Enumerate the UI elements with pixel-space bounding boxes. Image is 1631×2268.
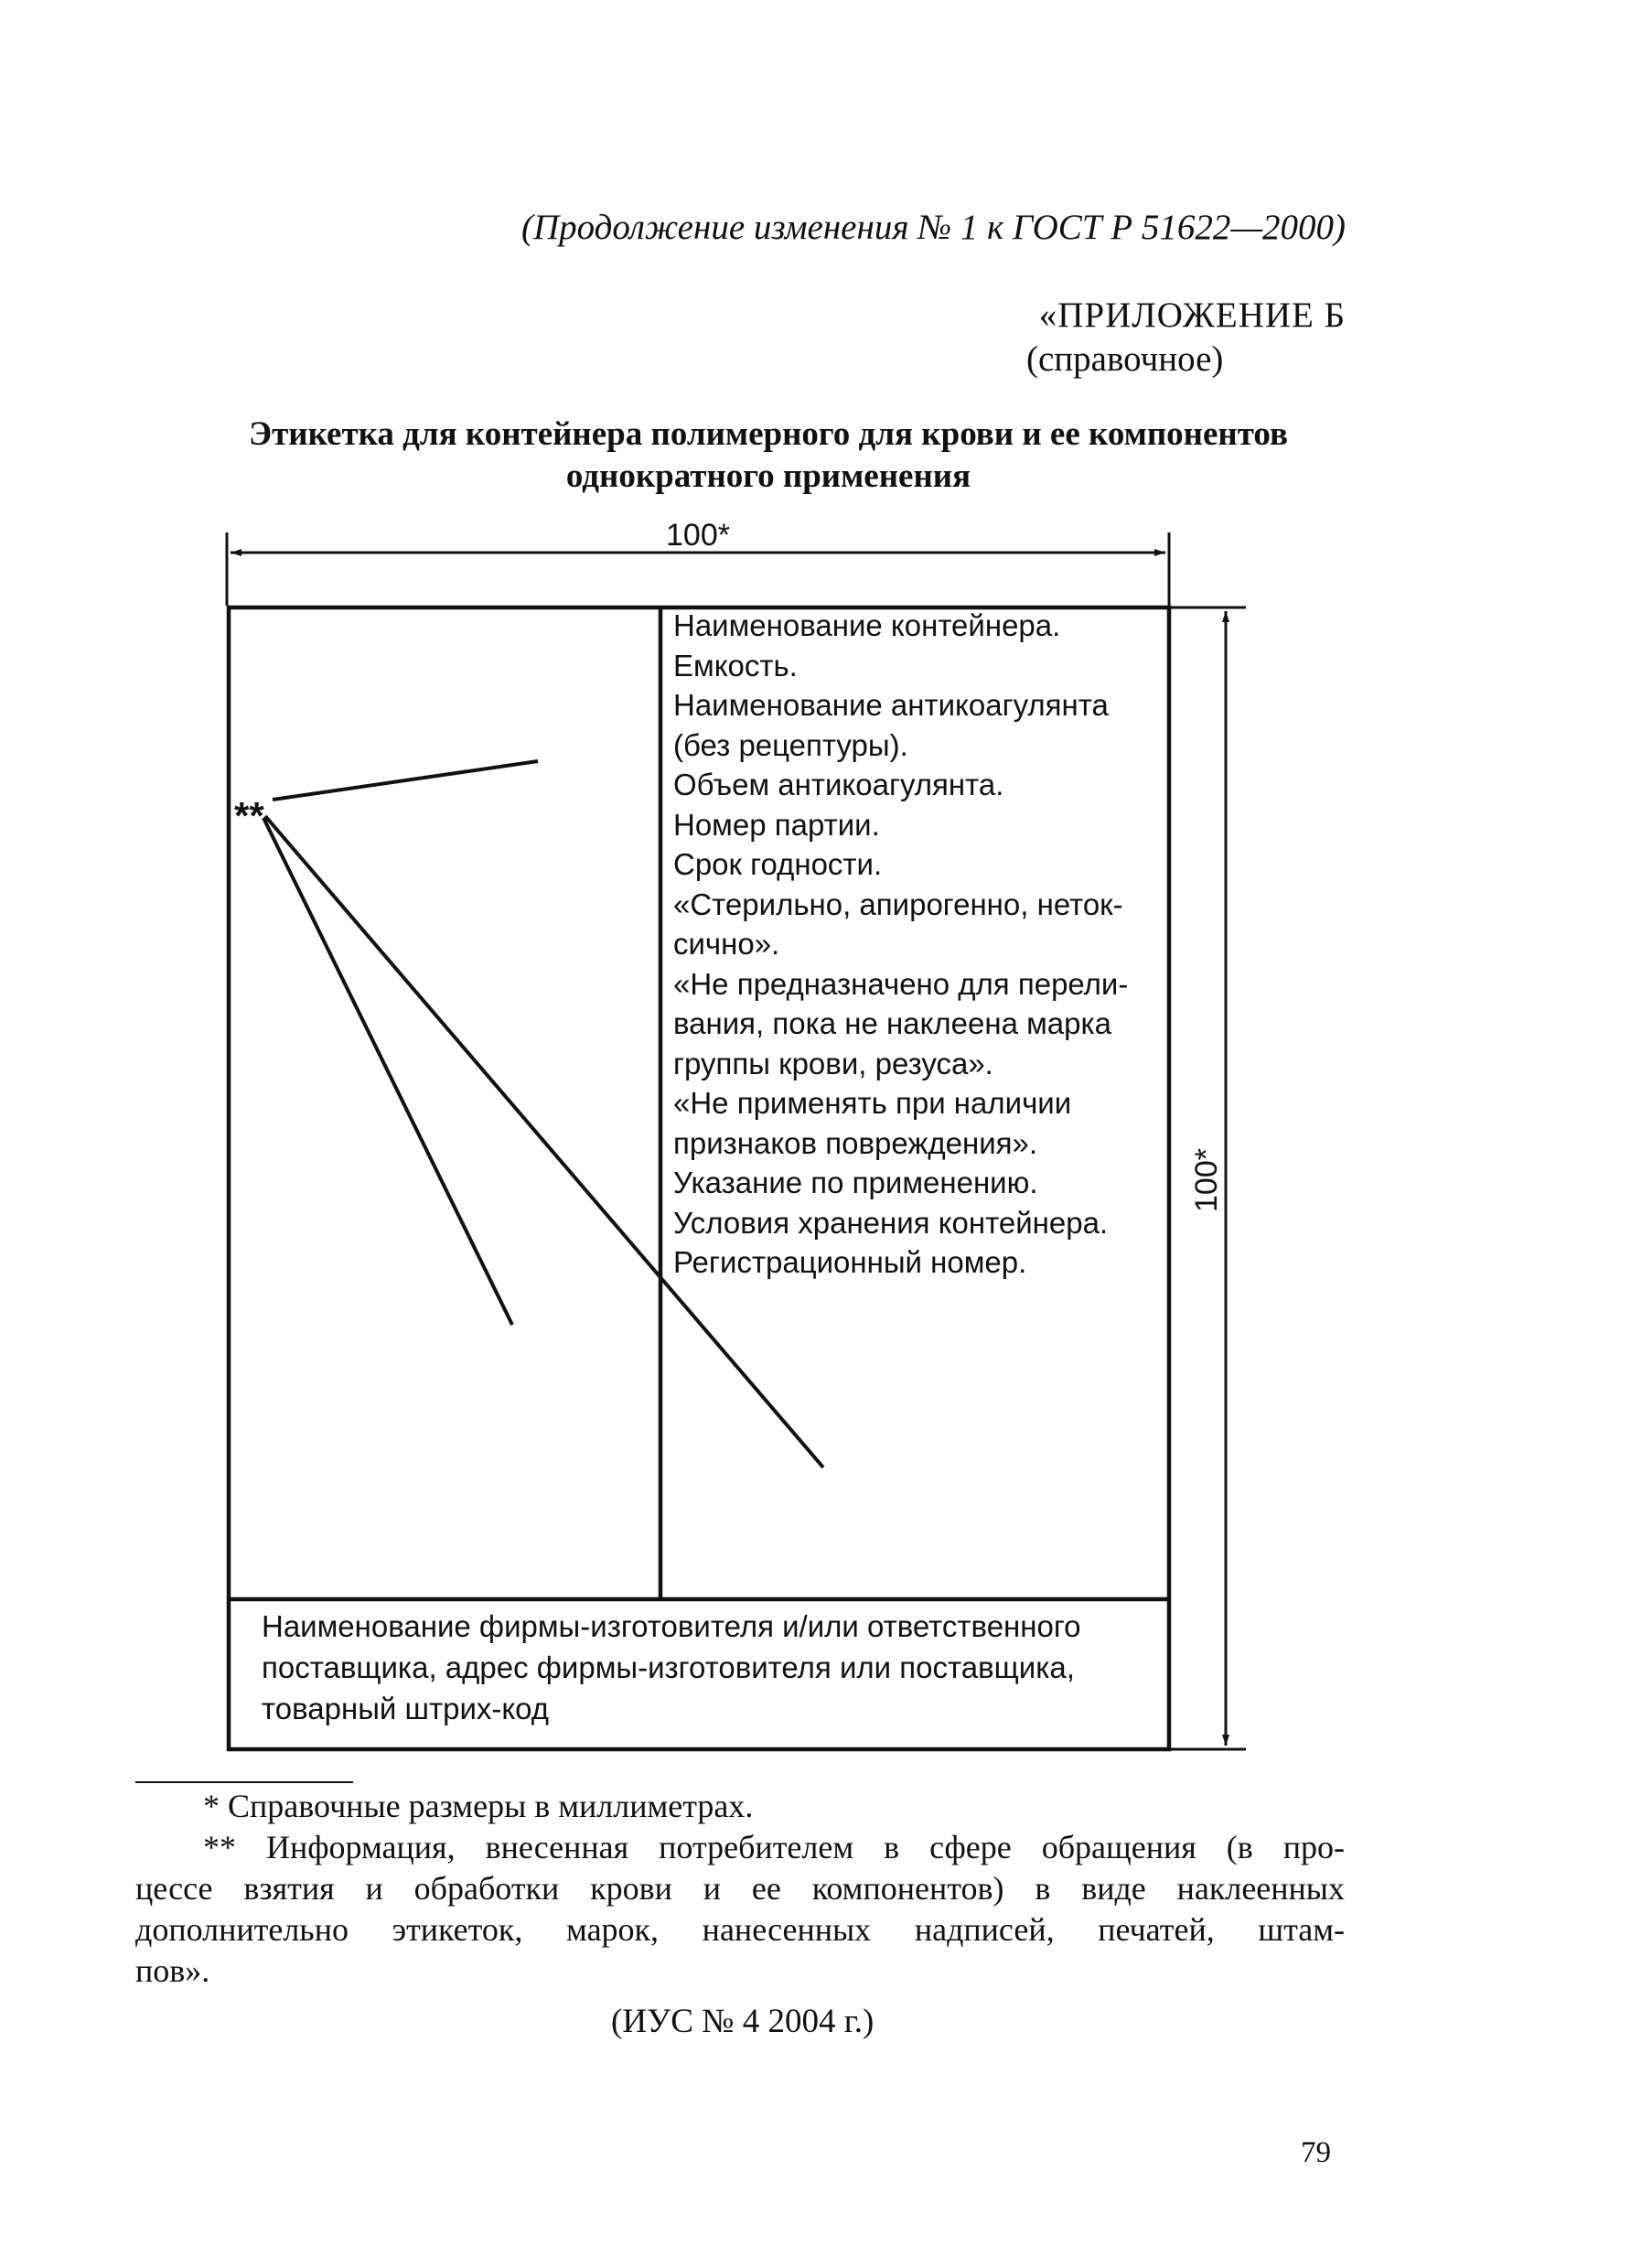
source-note: (ИУС № 4 2004 г.) (611, 2003, 875, 2040)
footnote-separator (135, 1781, 353, 1783)
label-footer-line: Наименование фирмы-изготовителя и/или ответственного (262, 1609, 1081, 1643)
figure-title-line-2: однократного применения (565, 457, 971, 495)
label-info-line: вания, пока не наклеена марка (673, 1006, 1112, 1040)
label-footer-line: товарный штрих-код (262, 1692, 550, 1725)
height-dimension-label: 100* (1189, 1148, 1224, 1212)
label-info-line: Наименование антикоагулянта (673, 688, 1109, 722)
label-info-line: Номер партии. (673, 807, 880, 842)
label-info-line: «Не применять при наличии (673, 1086, 1072, 1120)
footnote-2 (135, 1827, 1345, 1992)
label-info-line: признаков повреждения». (673, 1125, 1038, 1160)
label-info-line: Емкость. (673, 648, 798, 683)
figure-title-line-1: Этикетка для контейнера полимерного для крови и ее компонентов (249, 415, 1288, 453)
label-info-list (673, 606, 1128, 1283)
leader-line-upper (273, 761, 538, 800)
page-number: 79 (1301, 2136, 1331, 2169)
label-info-line: «Не предназначено для перели- (673, 966, 1129, 1001)
footnote-1: * Справочные размеры в миллиметрах. (203, 1788, 754, 1824)
consumer-area-marker: ** (234, 794, 264, 837)
footnote-2-line: ** Информация, внесенная потребителем в сфере обращения (в про- (203, 1829, 1345, 1865)
label-info-line: Регистрационный номер. (673, 1245, 1027, 1279)
label-footer-line: поставщика, адрес фирмы-изготовителя или поставщика, (262, 1650, 1075, 1684)
footnote-2-line: цессе взятия и обработки крови и ее компонентов) в виде наклеенных (135, 1870, 1345, 1907)
leader-line-middle (263, 818, 512, 1325)
width-dimension-label: 100* (666, 518, 730, 553)
footnote-2-line: дополнительно этикеток, марок, нанесенных надписей, печатей, штам- (135, 1911, 1345, 1948)
label-info-line: Объем антикоагулянта. (673, 768, 1004, 801)
label-info-line: сично». (673, 927, 780, 961)
label-info-line: «Стерильно, апирогенно, неток- (673, 887, 1123, 921)
label-info-line: Условия хранения контейнера. (673, 1205, 1109, 1240)
appendix-title: «ПРИЛОЖЕНИЕ Б (1038, 296, 1346, 335)
footnote-2-line: пов». (135, 1952, 210, 1989)
label-info-line: Указание по применению. (673, 1166, 1038, 1199)
label-info-line: (без рецептуры). (673, 727, 908, 762)
label-info-line: Срок годности. (673, 847, 883, 881)
continuation-heading: (Продолжение изменения № 1 к ГОСТ Р 51622—2000) (521, 208, 1346, 247)
label-info-line: Наименование контейнера. (673, 608, 1061, 642)
label-footer-text (262, 1606, 1081, 1729)
label-info-line: группы крови, резуса». (673, 1046, 993, 1080)
appendix-type: (справочное) (1026, 339, 1224, 379)
